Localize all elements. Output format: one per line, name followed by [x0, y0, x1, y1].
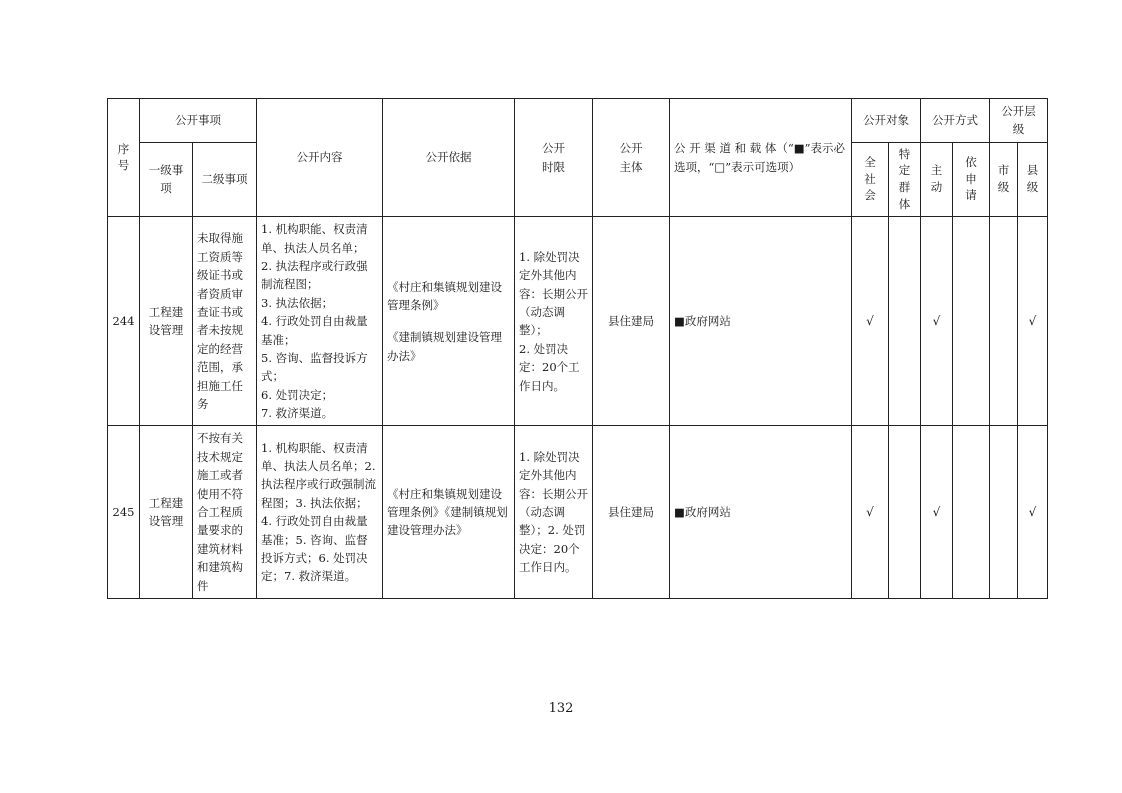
content-line: 4. 行政处罚自由裁量基准； — [261, 314, 368, 347]
header-time-limit: 公开时限 — [515, 99, 593, 217]
row-level2: 未取得施工资质等级证书或者资质审查证书或者未按规定的经营范围，承担施工任务 — [193, 217, 257, 426]
row-channel: ■政府网站 — [670, 426, 852, 599]
row-content: 1. 机构职能、权责清单、执法人员名单；2. 执法程序或行政强制流程图；3. 执法依据；4. 行政处罚自由裁量基准；5. 咨询、监督投诉方式；6. 处罚决定；7. 救济渠道。 — [257, 426, 383, 599]
header-method-apply: 依申请 — [953, 142, 990, 216]
row-specific-group — [889, 217, 921, 426]
row-city — [990, 217, 1018, 426]
header-level-county: 县级 — [1018, 142, 1048, 216]
row-level2: 不按有关技术规定施工或者使用不符合工程质量要求的建筑材料和建筑构件 — [193, 426, 257, 599]
header-method: 公开方式 — [921, 99, 990, 143]
row-on-request — [953, 426, 990, 599]
row-content — [257, 217, 383, 426]
row-city — [990, 426, 1018, 599]
page-number: 132 — [548, 701, 574, 716]
header-row-1 — [108, 99, 1048, 143]
table-row — [108, 217, 1048, 426]
row-all-society: √ — [852, 426, 889, 599]
header-level2: 二级事项 — [193, 142, 257, 216]
row-subject: 县住建局 — [593, 426, 670, 599]
row-seq: 244 — [108, 217, 140, 426]
row-basis — [383, 217, 515, 426]
row-subject: 县住建局 — [593, 217, 670, 426]
row-channel: ■政府网站 — [670, 217, 852, 426]
row-active: √ — [921, 426, 953, 599]
row-time-limit — [515, 217, 593, 426]
row-active: √ — [921, 217, 953, 426]
header-seq: 序号 — [108, 99, 140, 217]
header-channel: 公 开 渠 道 和 载 体（“■”表示必选项，“□”表示可选项） — [670, 99, 852, 217]
header-matters: 公开事项 — [140, 99, 257, 143]
basis-line: 《建制镇规划建设管理办法》 — [387, 330, 502, 363]
time-limit-line: 2. 处罚决定：20个工作日内。 — [519, 341, 580, 393]
header-content: 公开内容 — [257, 99, 383, 217]
row-specific-group — [889, 426, 921, 599]
disclosure-table — [107, 98, 1048, 599]
content-line: 6. 处罚决定； — [261, 387, 334, 402]
table-row — [108, 426, 1048, 599]
content-line: 5. 咨询、监督投诉方式； — [261, 350, 368, 384]
row-on-request — [953, 217, 990, 426]
row-all-society: √ — [852, 217, 889, 426]
row-level1: 工程建设管理 — [140, 426, 193, 599]
header-audience: 公开对象 — [852, 99, 921, 143]
content-line: 1. 机构职能、权责清单、执法人员名单； — [261, 222, 368, 255]
row-seq: 245 — [108, 426, 140, 599]
time-limit-line: 1. 除处罚决定外其他内容：长期公开（动态调整）； — [519, 249, 588, 338]
header-level-city: 市级 — [990, 142, 1018, 216]
content-line: 7. 救济渠道。 — [261, 406, 334, 421]
row-time-limit: 1. 除处罚决定外其他内容：长期公开（动态调整）；2. 处罚决定：20个工作日内。 — [515, 426, 593, 599]
basis-line: 《村庄和集镇规划建设管理条例》 — [387, 279, 502, 312]
header-level1: 一级事项 — [140, 142, 193, 216]
header-levels: 公开层级 — [990, 99, 1048, 143]
row-county: √ — [1018, 217, 1048, 426]
header-subject: 公开主体 — [593, 99, 670, 217]
row-level1: 工程建设管理 — [140, 217, 193, 426]
content-line: 2. 执法程序或行政强制流程图； — [261, 258, 368, 292]
header-method-active: 主动 — [921, 142, 953, 216]
header-audience-specific: 特定群体 — [889, 142, 921, 216]
row-basis: 《村庄和集镇规划建设管理条例》《建制镇规划建设管理办法》 — [383, 426, 515, 599]
row-county: √ — [1018, 426, 1048, 599]
header-basis: 公开依据 — [383, 99, 515, 217]
content-line: 3. 执法依据； — [261, 295, 334, 310]
header-audience-all: 全社会 — [852, 142, 889, 216]
